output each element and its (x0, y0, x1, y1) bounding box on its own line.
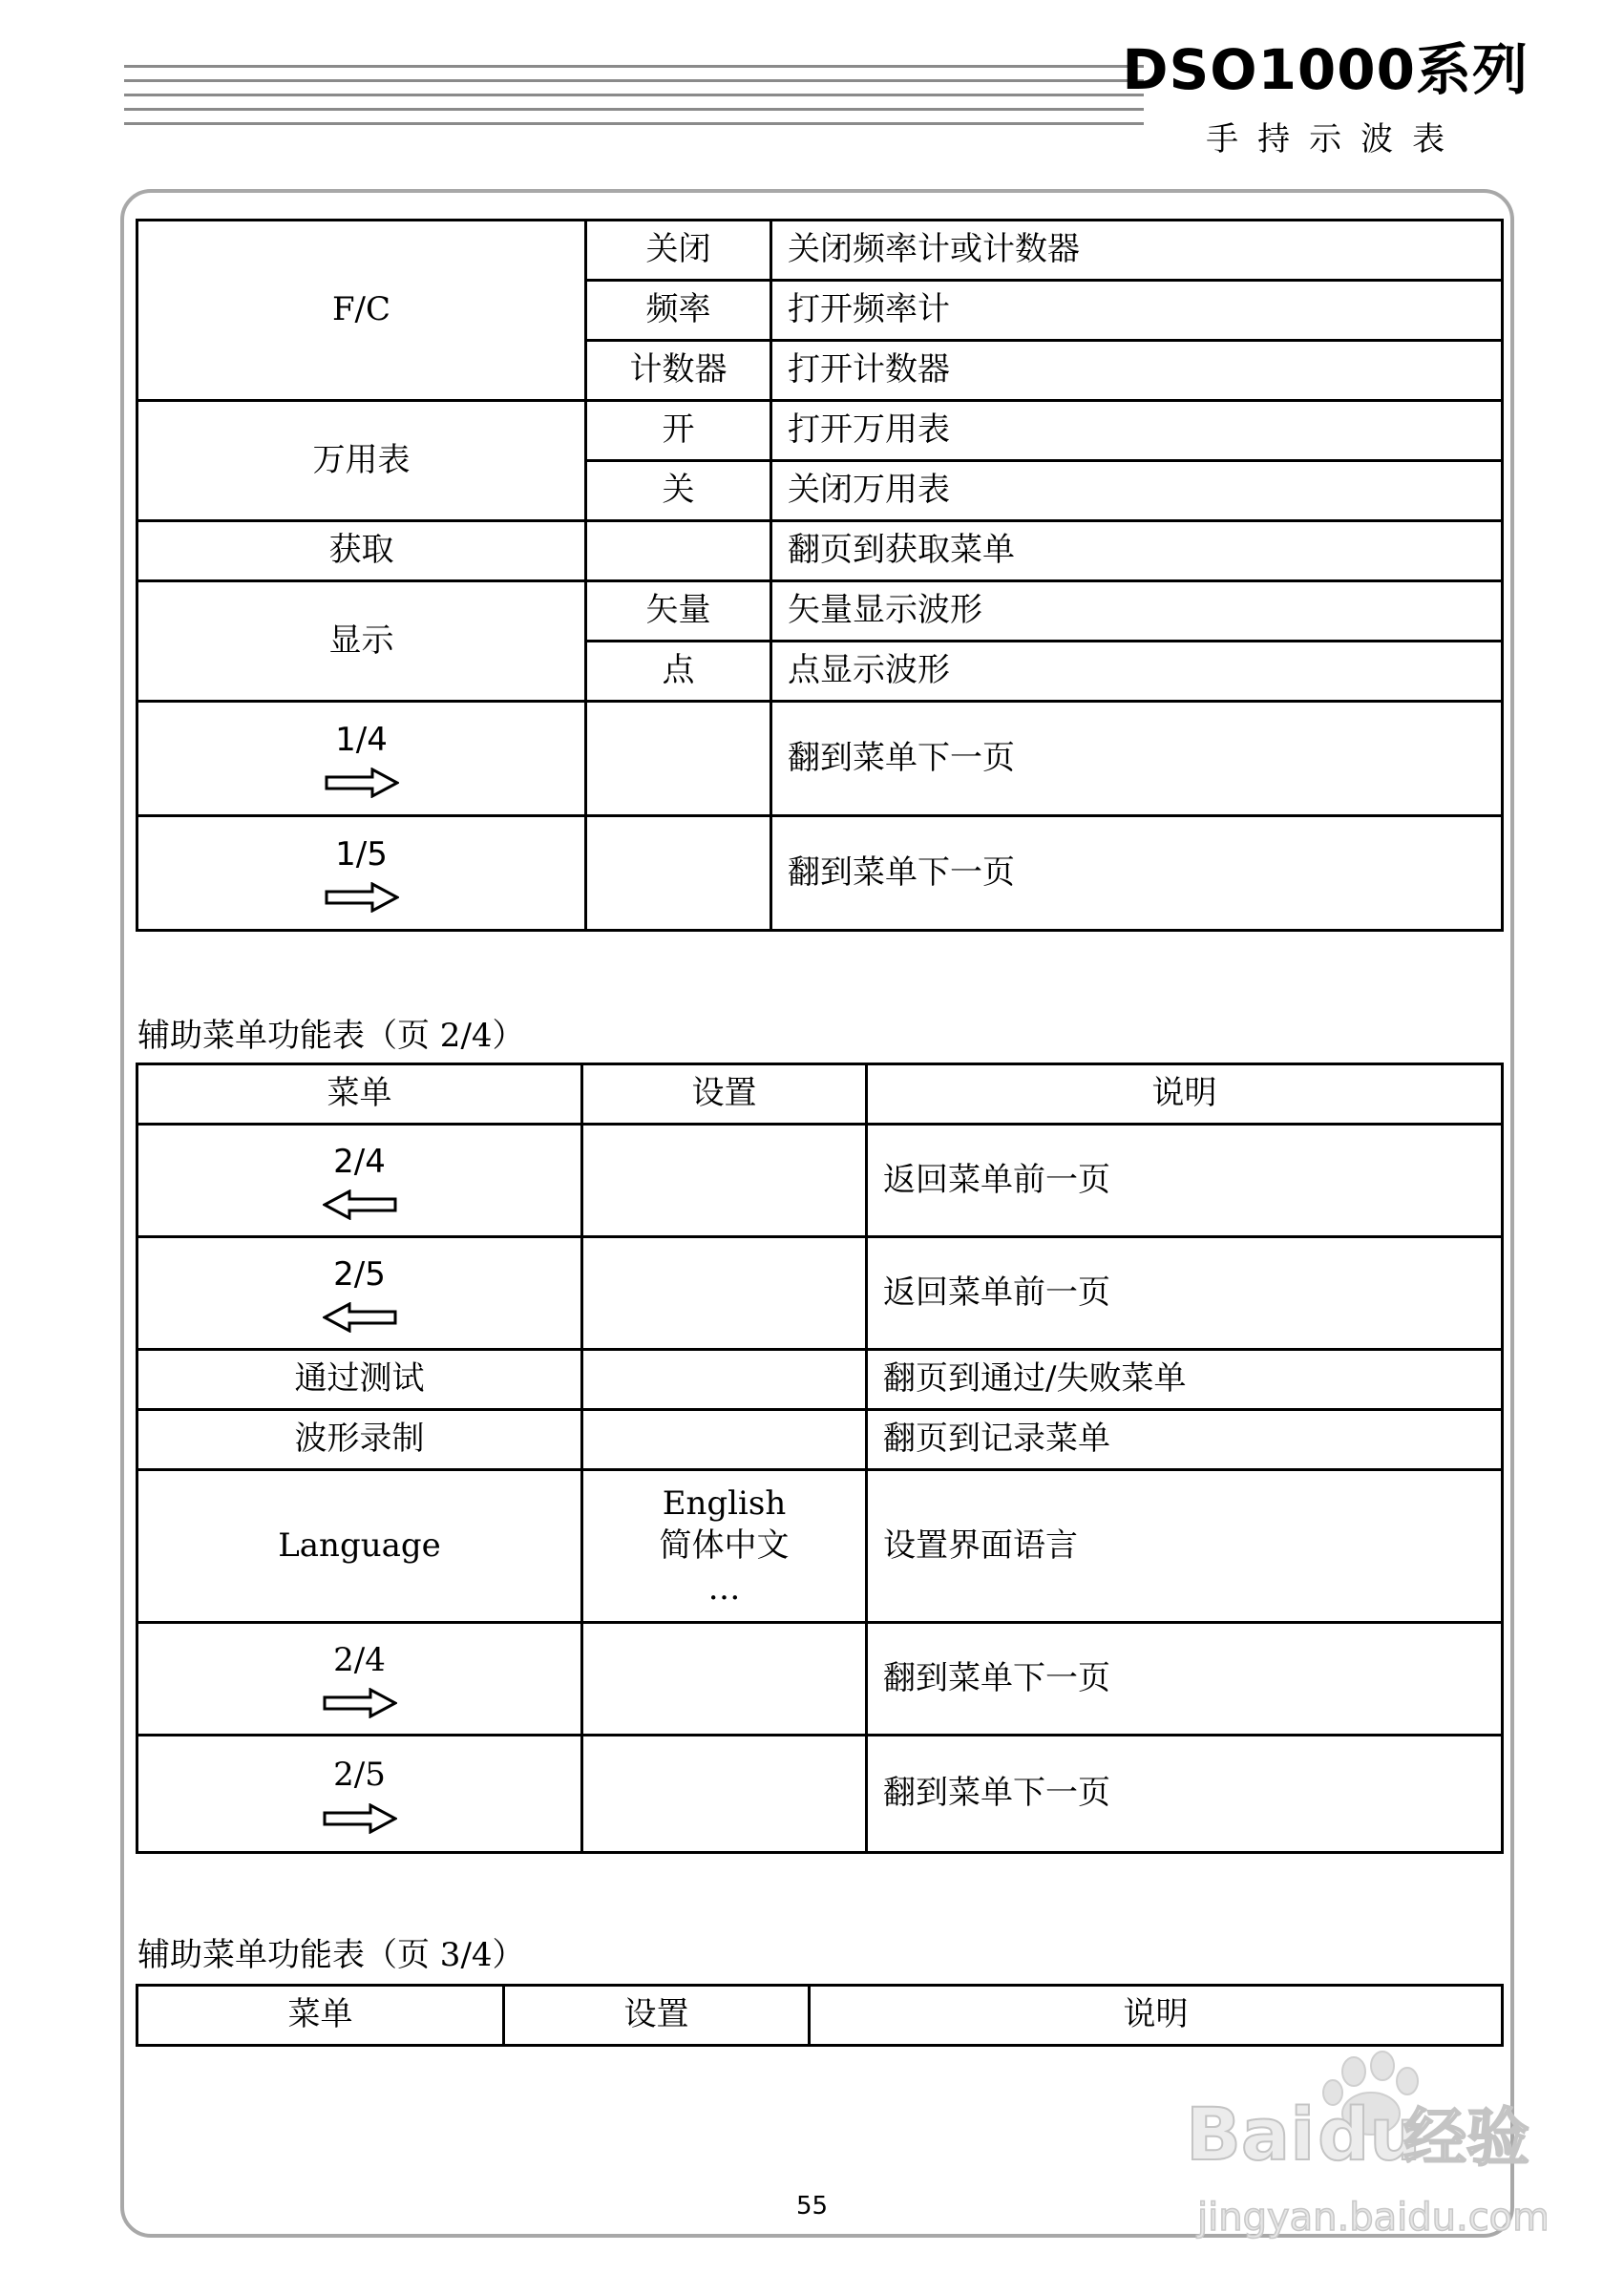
column-header: 设置 (504, 1986, 810, 2046)
setting-cell (582, 1623, 867, 1736)
table-row (137, 816, 1503, 931)
baidu-jingyan-watermark (1174, 2043, 1547, 2253)
table-row (137, 702, 1503, 816)
setting-cell: 计数器 (586, 341, 771, 401)
brand-block (1122, 37, 1529, 159)
menu-cell: Language (137, 1470, 582, 1623)
desc-cell: 翻到菜单下一页 (867, 1736, 1503, 1853)
language-option: English (662, 1484, 787, 1524)
table-header-row (137, 1064, 1503, 1125)
column-header: 说明 (867, 1064, 1503, 1125)
menu-table-page3 (136, 1984, 1504, 2047)
table-row (137, 1623, 1503, 1736)
watermark-du: du (1318, 2092, 1422, 2177)
menu-cell (137, 1237, 582, 1350)
setting-cell: 开 (586, 401, 771, 461)
menu-table-page1 (136, 219, 1504, 932)
desc-cell: 关闭万用表 (771, 461, 1503, 521)
page-indicator: 1/4 (335, 720, 388, 759)
table-row (137, 1125, 1503, 1237)
desc-cell: 打开频率计 (771, 281, 1503, 341)
menu-cell: 波形录制 (137, 1410, 582, 1470)
desc-cell: 点显示波形 (771, 642, 1503, 702)
setting-cell (582, 1237, 867, 1350)
header-rule (124, 108, 1144, 111)
desc-cell: 关闭频率计或计数器 (771, 221, 1503, 281)
menu-table-page2 (136, 1063, 1504, 1854)
menu-cell: 通过测试 (137, 1350, 582, 1410)
column-header: 说明 (810, 1986, 1503, 2046)
arrow-left-icon (323, 1302, 397, 1333)
watermark-url: jingyan.baidu.com (1197, 2196, 1547, 2240)
table-row (137, 1410, 1503, 1470)
setting-cell (582, 1125, 867, 1237)
page-indicator: 2/4 (333, 1142, 386, 1181)
setting-cell (582, 1470, 867, 1623)
desc-cell: 返回菜单前一页 (867, 1125, 1503, 1237)
setting-cell (586, 816, 771, 931)
section-title: 辅助菜单功能表（页 3/4） (137, 1936, 525, 1974)
page-indicator: 2/5 (333, 1756, 386, 1795)
desc-cell: 翻页到记录菜单 (867, 1410, 1503, 1470)
paw-logo-icon (1174, 2043, 1547, 2253)
desc-cell: 打开万用表 (771, 401, 1503, 461)
menu-cell: F/C (137, 221, 586, 401)
setting-cell (582, 1350, 867, 1410)
desc-cell: 翻到菜单下一页 (771, 702, 1503, 816)
column-header: 菜单 (137, 1986, 504, 2046)
header-rule (124, 79, 1144, 82)
language-option: 简体中文 (659, 1526, 790, 1566)
setting-cell (582, 1410, 867, 1470)
setting-cell: 点 (586, 642, 771, 702)
column-header: 设置 (582, 1064, 867, 1125)
page-indicator: 1/5 (335, 834, 388, 873)
table-row (137, 221, 1503, 281)
table-row (137, 1736, 1503, 1853)
header-rule (124, 94, 1144, 96)
page-number: 55 (795, 2192, 829, 2220)
setting-cell (586, 521, 771, 581)
language-option: … (707, 1568, 741, 1608)
menu-cell (137, 1623, 582, 1736)
table-header-row (137, 1986, 1503, 2046)
setting-cell: 频率 (586, 281, 771, 341)
desc-cell: 矢量显示波形 (771, 581, 1503, 642)
arrow-right-icon (323, 1803, 397, 1834)
page-indicator: 2/5 (333, 1254, 386, 1294)
desc-cell: 返回菜单前一页 (867, 1237, 1503, 1350)
table-row (137, 1237, 1503, 1350)
desc-cell: 打开计数器 (771, 341, 1503, 401)
watermark-jingyan: 经验 (1403, 2101, 1529, 2175)
setting-cell (582, 1736, 867, 1853)
menu-cell (137, 816, 586, 931)
menu-cell (137, 1736, 582, 1853)
brand-subtitle: 手持示波表 (1206, 120, 1465, 158)
menu-cell: 获取 (137, 521, 586, 581)
desc-cell: 设置界面语言 (867, 1470, 1503, 1623)
column-header: 菜单 (137, 1064, 582, 1125)
table-row (137, 1350, 1503, 1410)
arrow-right-icon (323, 1688, 397, 1718)
page-indicator: 2/4 (333, 1640, 386, 1679)
watermark-bai: Bai (1186, 2092, 1316, 2177)
table-row (137, 1470, 1503, 1623)
setting-cell: 关闭 (586, 221, 771, 281)
setting-cell: 矢量 (586, 581, 771, 642)
menu-cell (137, 1125, 582, 1237)
menu-cell: 万用表 (137, 401, 586, 521)
setting-cell (586, 702, 771, 816)
arrow-right-icon (325, 768, 399, 798)
desc-cell: 翻页到通过/失败菜单 (867, 1350, 1503, 1410)
desc-cell: 翻页到获取菜单 (771, 521, 1503, 581)
table-row (137, 581, 1503, 642)
desc-cell: 翻到菜单下一页 (771, 816, 1503, 931)
menu-cell (137, 702, 586, 816)
menu-cell: 显示 (137, 581, 586, 702)
setting-cell: 关 (586, 461, 771, 521)
desc-cell: 翻到菜单下一页 (867, 1623, 1503, 1736)
header-rule (124, 65, 1144, 68)
arrow-right-icon (325, 882, 399, 913)
arrow-left-icon (323, 1189, 397, 1220)
table-row (137, 401, 1503, 461)
header-rule (124, 122, 1144, 125)
brand-title: DSO1000系列 (1122, 37, 1529, 102)
table-row (137, 521, 1503, 581)
section-title: 辅助菜单功能表（页 2/4） (137, 1017, 525, 1055)
